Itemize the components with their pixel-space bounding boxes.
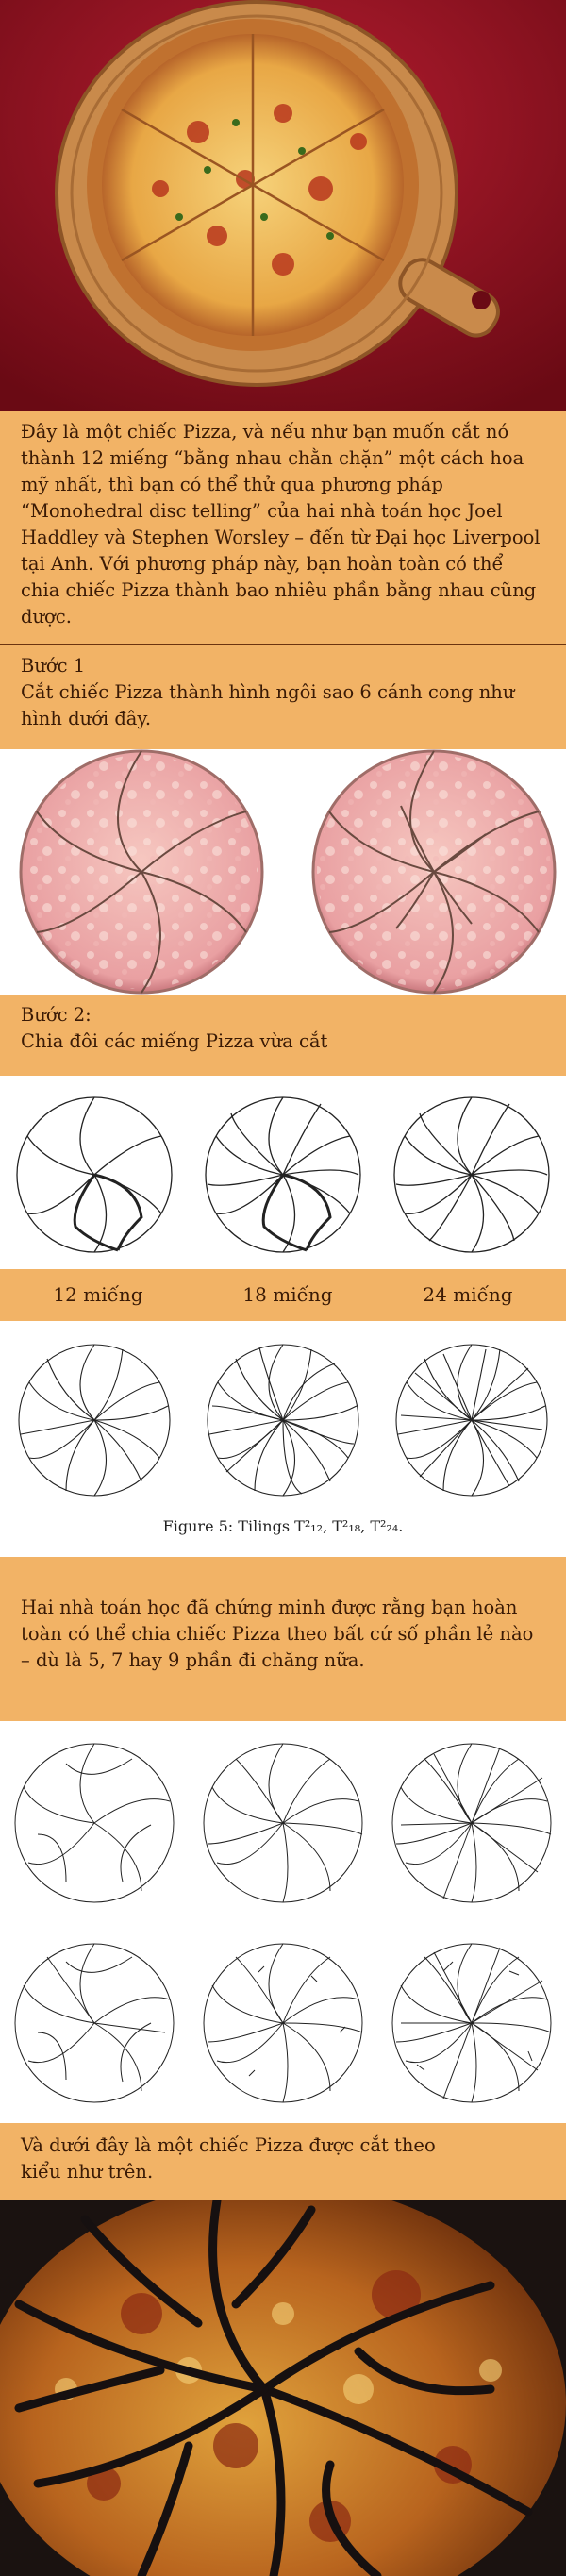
tiling-24 [396,1345,547,1496]
intro-section [0,411,566,645]
odd-tiling-5 [204,1944,362,2102]
final-section [0,2123,566,2200]
odd-tiling-6 [392,1944,551,2102]
proof-text: Hai nhà toán học đã chứng minh được rằng bạn hoàn toàn có thể chia chiếc Pizza theo bất cứ số phần lẻ nào – dù là 5, 7 hay 9 phần đi chăng nữa. [21,1597,534,1671]
step1-title: Bước 1 [21,655,86,677]
odd-tiling-2 [204,1744,362,1902]
step2-section [0,995,566,1076]
count-label-12: 12 miếng [53,1283,143,1306]
count-label-24: 24 miếng [423,1283,513,1306]
tiling-diagram-2 [206,1097,360,1252]
odd-tiling-4 [15,1944,174,2102]
odd-tiling-1 [15,1744,174,1902]
cut-pizza-photo [0,2200,566,2576]
hero-pizza-image [0,0,566,411]
intro-text: Đây là một chiếc Pizza, và nếu như bạn muốn cắt nó thành 12 miếng “bằng nhau chằn chặn” một cách hoa mỹ nhất, thì bạn có thể thử qua phương pháp “Monohedral disc telling” của hai nhà toán học Joel Haddley và Stephen Worsley – đến từ Đại học Liverpool tại Anh. Với phương pháp này, bạn hoàn toàn có thể chia chiếc Pizza thành bao nhiêu phần bằng nhau cũng được. [21,421,541,627]
counts-row [0,1269,566,1321]
tiling-diagram-3 [394,1097,549,1252]
step2-text: Chia đôi các miếng Pizza vừa cắt [21,1030,328,1052]
step2-illustration [0,1076,566,1269]
odd-tiling-3 [392,1744,551,1902]
figure5 [0,1321,566,1557]
count-label-18: 18 miếng [242,1283,333,1306]
figure-caption: Figure 5: Tilings T²₁₂, T²₁₈, T²₂₄. [162,1517,404,1535]
ham-disc-left [21,751,262,993]
step1-section [0,645,566,749]
step1-text: Cắt chiếc Pizza thành hình ngôi sao 6 cánh cong như hình dưới đây. [21,681,515,729]
odd-tilings-illustration [0,1721,566,2123]
tiling-18 [208,1345,358,1496]
ham-disc-right [313,751,555,993]
final-text: Và dưới đây là một chiếc Pizza được cắt theo kiểu như trên. [21,2134,436,2183]
step2-title: Bước 2: [21,1004,92,1026]
step1-illustration [0,749,566,995]
proof-section [0,1557,566,1721]
tiling-12 [19,1345,170,1496]
tiling-diagram-1 [17,1097,172,1252]
